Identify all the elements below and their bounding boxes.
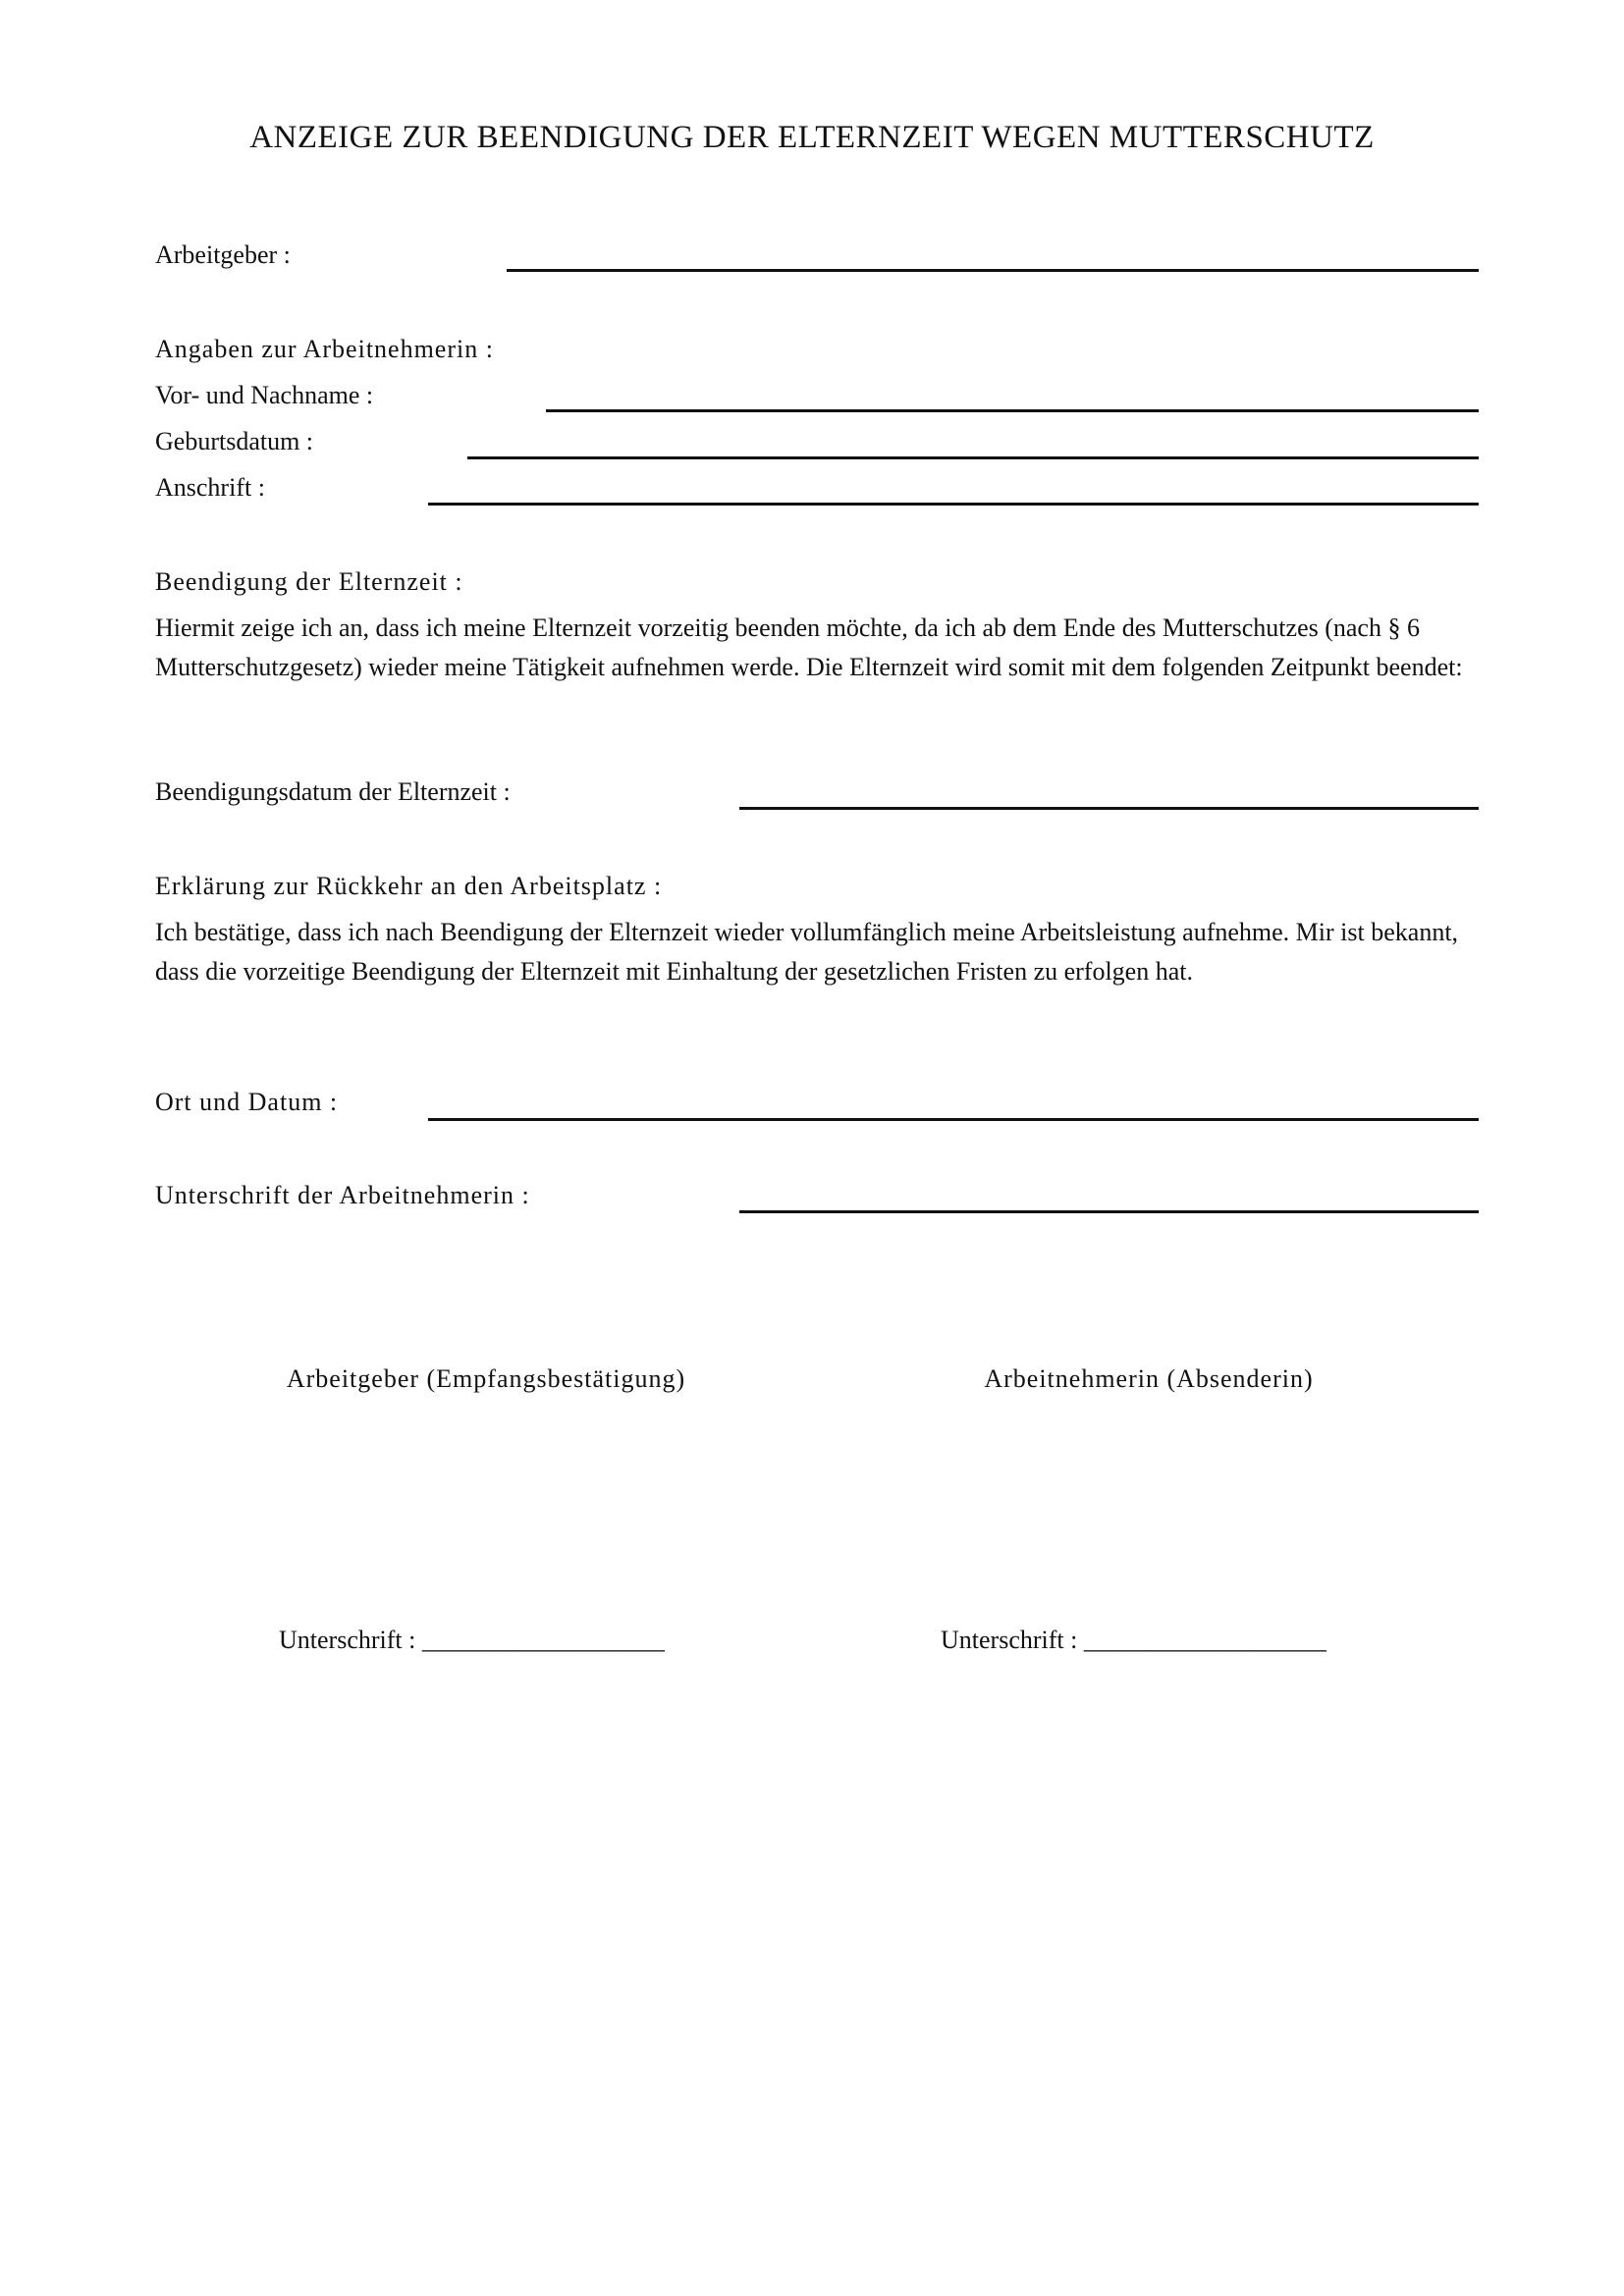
- termination-section-heading: Beendigung der Elternzeit :: [155, 567, 463, 596]
- termination-text: Hiermit zeige ich an, dass ich meine Elternzeit vorzeitig beenden möchte, da ich ab dem Ende des Mutterschutzes (nach § 6 Mutterschutzgesetz) wieder meine Tätigkeit aufnehmen werde. Die Elternzeit wird somit mit dem folgenden Zeitpunkt beendet:: [155, 614, 1463, 681]
- address-label: Anschrift :: [155, 473, 265, 502]
- termination-date-field[interactable]: [739, 807, 1479, 810]
- employee-signature-field[interactable]: [739, 1210, 1479, 1213]
- employee-sender-heading: Arbeitnehmerin (Absenderin): [984, 1364, 1314, 1393]
- return-text: Ich bestätige, dass ich nach Beendigung der Elternzeit wieder vollumfänglich meine Arbeitsleistung aufnehme. Mir ist bekannt, dass die vorzeitige Beendigung der Elternzeit mit Einhaltung der gesetzlichen Fristen zu erfolgen hat.: [155, 918, 1459, 986]
- place-date-label: Ort und Datum :: [155, 1088, 339, 1116]
- birthdate-field[interactable]: [467, 456, 1479, 459]
- employer-label: Arbeitgeber :: [155, 240, 291, 269]
- employee-signature-label: Unterschrift der Arbeitnehmerin :: [155, 1181, 530, 1209]
- place-date-field[interactable]: [428, 1118, 1479, 1121]
- employer-confirmation-heading: Arbeitgeber (Empfangsbestätigung): [286, 1364, 686, 1393]
- employer-signature-line[interactable]: Unterschrift : ___________________: [279, 1626, 665, 1654]
- document-title: ANZEIGE ZUR BEENDIGUNG DER ELTERNZEIT WEGEN MUTTERSCHUTZ: [249, 120, 1375, 155]
- employee-section-heading: Angaben zur Arbeitnehmerin :: [155, 335, 494, 363]
- employer-field[interactable]: [507, 269, 1479, 272]
- name-field[interactable]: [546, 409, 1479, 412]
- return-section-heading: Erklärung zur Rückkehr an den Arbeitsplatz :: [155, 872, 663, 900]
- name-label: Vor- und Nachname :: [155, 381, 374, 409]
- address-field[interactable]: [428, 503, 1479, 506]
- termination-date-label: Beendigungsdatum der Elternzeit :: [155, 777, 511, 806]
- birthdate-label: Geburtsdatum :: [155, 427, 314, 455]
- employee-signature-line[interactable]: Unterschrift : ___________________: [941, 1626, 1326, 1654]
